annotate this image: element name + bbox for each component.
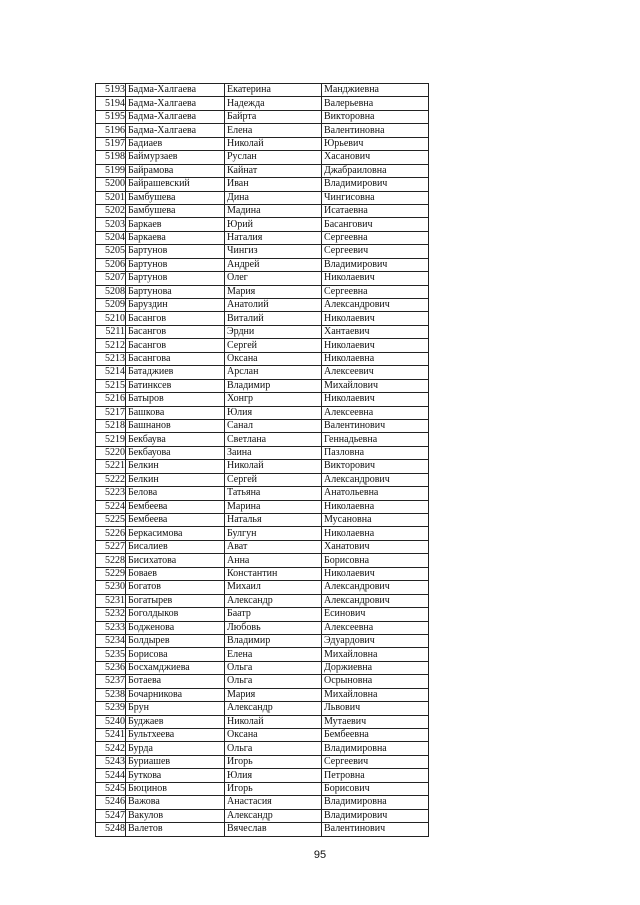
patronymic-cell: Михайлович [322, 379, 429, 392]
row-number: 5203 [96, 218, 126, 231]
table-row [96, 540, 429, 553]
patronymic-cell: Манджиевна [322, 84, 429, 97]
row-number: 5196 [96, 124, 126, 137]
first-name-cell: Марина [225, 500, 322, 513]
patronymic-cell: Петровна [322, 769, 429, 782]
surname-cell: Ботаева [126, 675, 225, 688]
surname-cell: Белова [126, 487, 225, 500]
table-row [96, 164, 429, 177]
surname-cell: Башкова [126, 406, 225, 419]
surname-cell: Болдырев [126, 634, 225, 647]
patronymic-cell: Пазловна [322, 446, 429, 459]
first-name-cell: Константин [225, 567, 322, 580]
first-name-cell: Олег [225, 272, 322, 285]
first-name-cell: Александр [225, 809, 322, 822]
surname-cell: Брун [126, 702, 225, 715]
table-row [96, 688, 429, 701]
patronymic-cell: Ханатович [322, 540, 429, 553]
patronymic-cell: Сергеевна [322, 285, 429, 298]
surname-cell: Батыров [126, 393, 225, 406]
patronymic-cell: Бембеевна [322, 729, 429, 742]
surname-cell: Буткова [126, 769, 225, 782]
surname-cell: Бурда [126, 742, 225, 755]
first-name-cell: Анатолий [225, 299, 322, 312]
surname-cell: Бекбаува [126, 433, 225, 446]
surname-cell: Вакулов [126, 809, 225, 822]
row-number: 5225 [96, 514, 126, 527]
first-name-cell: Елена [225, 648, 322, 661]
first-name-cell: Чингиз [225, 245, 322, 258]
row-number: 5227 [96, 540, 126, 553]
table-row [96, 84, 429, 97]
table-row [96, 581, 429, 594]
table-row [96, 245, 429, 258]
patronymic-cell: Николаевич [322, 312, 429, 325]
table-row [96, 608, 429, 621]
row-number: 5229 [96, 567, 126, 580]
patronymic-cell: Исатаевна [322, 204, 429, 217]
first-name-cell: Юлия [225, 406, 322, 419]
patronymic-cell: Сергеевич [322, 755, 429, 768]
surname-cell: Белкин [126, 460, 225, 473]
table-row [96, 352, 429, 365]
first-name-cell: Владимир [225, 379, 322, 392]
first-name-cell: Виталий [225, 312, 322, 325]
table-row [96, 137, 429, 150]
row-number: 5213 [96, 352, 126, 365]
table-row [96, 809, 429, 822]
patronymic-cell: Чингисовна [322, 191, 429, 204]
patronymic-cell: Осрыновна [322, 675, 429, 688]
first-name-cell: Мария [225, 688, 322, 701]
table-row [96, 393, 429, 406]
row-number: 5195 [96, 110, 126, 123]
surname-cell: Бартунова [126, 285, 225, 298]
table-row [96, 419, 429, 432]
row-number: 5204 [96, 231, 126, 244]
table-row [96, 312, 429, 325]
row-number: 5235 [96, 648, 126, 661]
surname-cell: Валетов [126, 823, 225, 836]
register-body [96, 84, 429, 837]
surname-cell: Баркаев [126, 218, 225, 231]
row-number: 5247 [96, 809, 126, 822]
first-name-cell: Любовь [225, 621, 322, 634]
first-name-cell: Оксана [225, 352, 322, 365]
table-row [96, 204, 429, 217]
patronymic-cell: Анатольевна [322, 487, 429, 500]
patronymic-cell: Николаевич [322, 567, 429, 580]
table-row [96, 178, 429, 191]
row-number: 5214 [96, 366, 126, 379]
patronymic-cell: Владимирович [322, 809, 429, 822]
table-row [96, 473, 429, 486]
patronymic-cell: Мусановна [322, 514, 429, 527]
patronymic-cell: Викторовна [322, 110, 429, 123]
row-number: 5239 [96, 702, 126, 715]
patronymic-cell: Хасанович [322, 151, 429, 164]
table-row [96, 433, 429, 446]
row-number: 5209 [96, 299, 126, 312]
patronymic-cell: Валерьевна [322, 97, 429, 110]
patronymic-cell: Владимировна [322, 742, 429, 755]
table-row [96, 325, 429, 338]
patronymic-cell: Юрьевич [322, 137, 429, 150]
patronymic-cell: Доржиевна [322, 661, 429, 674]
patronymic-cell: Мутаевич [322, 715, 429, 728]
row-number: 5201 [96, 191, 126, 204]
table-row [96, 366, 429, 379]
patronymic-cell: Сергеевна [322, 231, 429, 244]
surname-cell: Бисихатова [126, 554, 225, 567]
first-name-cell: Владимир [225, 634, 322, 647]
surname-cell: Босхамджиева [126, 661, 225, 674]
patronymic-cell: Валентинович [322, 419, 429, 432]
table-row [96, 446, 429, 459]
row-number: 5242 [96, 742, 126, 755]
patronymic-cell: Николаевич [322, 393, 429, 406]
first-name-cell: Баатр [225, 608, 322, 621]
row-number: 5234 [96, 634, 126, 647]
register-table [95, 83, 429, 837]
row-number: 5206 [96, 258, 126, 271]
first-name-cell: Ольга [225, 675, 322, 688]
surname-cell: Буджаев [126, 715, 225, 728]
table-row [96, 527, 429, 540]
surname-cell: Беркасимова [126, 527, 225, 540]
row-number: 5226 [96, 527, 126, 540]
row-number: 5200 [96, 178, 126, 191]
surname-cell: Батаджиев [126, 366, 225, 379]
surname-cell: Бартунов [126, 272, 225, 285]
first-name-cell: Игорь [225, 755, 322, 768]
row-number: 5197 [96, 137, 126, 150]
row-number: 5218 [96, 419, 126, 432]
patronymic-cell: Викторович [322, 460, 429, 473]
first-name-cell: Игорь [225, 782, 322, 795]
row-number: 5233 [96, 621, 126, 634]
surname-cell: Бюцинов [126, 782, 225, 795]
row-number: 5245 [96, 782, 126, 795]
first-name-cell: Мария [225, 285, 322, 298]
surname-cell: Бембеева [126, 500, 225, 513]
table-row [96, 702, 429, 715]
table-row [96, 191, 429, 204]
row-number: 5241 [96, 729, 126, 742]
patronymic-cell: Владимирович [322, 258, 429, 271]
row-number: 5237 [96, 675, 126, 688]
surname-cell: Богатов [126, 581, 225, 594]
row-number: 5221 [96, 460, 126, 473]
first-name-cell: Кайнат [225, 164, 322, 177]
patronymic-cell: Валентиновна [322, 124, 429, 137]
table-row [96, 487, 429, 500]
row-number: 5202 [96, 204, 126, 217]
row-number: 5232 [96, 608, 126, 621]
table-row [96, 285, 429, 298]
surname-cell: Бочарникова [126, 688, 225, 701]
row-number: 5222 [96, 473, 126, 486]
first-name-cell: Юрий [225, 218, 322, 231]
patronymic-cell: Николаевна [322, 352, 429, 365]
patronymic-cell: Сергеевич [322, 245, 429, 258]
first-name-cell: Анна [225, 554, 322, 567]
first-name-cell: Мадина [225, 204, 322, 217]
row-number: 5230 [96, 581, 126, 594]
patronymic-cell: Николаевна [322, 500, 429, 513]
table-row [96, 621, 429, 634]
first-name-cell: Ольга [225, 661, 322, 674]
surname-cell: Важова [126, 796, 225, 809]
row-number: 5219 [96, 433, 126, 446]
table-row [96, 634, 429, 647]
first-name-cell: Наталья [225, 514, 322, 527]
patronymic-cell: Алексеевна [322, 406, 429, 419]
patronymic-cell: Борисовна [322, 554, 429, 567]
first-name-cell: Хонгр [225, 393, 322, 406]
table-row [96, 567, 429, 580]
table-row [96, 594, 429, 607]
row-number: 5210 [96, 312, 126, 325]
patronymic-cell: Александрович [322, 594, 429, 607]
surname-cell: Боваев [126, 567, 225, 580]
first-name-cell: Александр [225, 702, 322, 715]
first-name-cell: Анастасия [225, 796, 322, 809]
row-number: 5212 [96, 339, 126, 352]
surname-cell: Басангов [126, 312, 225, 325]
first-name-cell: Заина [225, 446, 322, 459]
patronymic-cell: Валентинович [322, 823, 429, 836]
surname-cell: Богатырев [126, 594, 225, 607]
first-name-cell: Надежда [225, 97, 322, 110]
first-name-cell: Байрта [225, 110, 322, 123]
first-name-cell: Иван [225, 178, 322, 191]
patronymic-cell: Алексеевна [322, 621, 429, 634]
first-name-cell: Сергей [225, 339, 322, 352]
surname-cell: Бадма-Халгаева [126, 84, 225, 97]
table-row [96, 823, 429, 836]
table-row [96, 782, 429, 795]
patronymic-cell: Хантаевич [322, 325, 429, 338]
surname-cell: Башнанов [126, 419, 225, 432]
surname-cell: Байрашевский [126, 178, 225, 191]
table-row [96, 648, 429, 661]
table-row [96, 755, 429, 768]
patronymic-cell: Александрович [322, 473, 429, 486]
surname-cell: Бартунов [126, 258, 225, 271]
table-row [96, 729, 429, 742]
table-row [96, 97, 429, 110]
surname-cell: Байрамова [126, 164, 225, 177]
first-name-cell: Татьяна [225, 487, 322, 500]
first-name-cell: Михаил [225, 581, 322, 594]
table-row [96, 124, 429, 137]
surname-cell: Бамбушева [126, 191, 225, 204]
first-name-cell: Юлия [225, 769, 322, 782]
table-row [96, 769, 429, 782]
patronymic-cell: Николаевич [322, 272, 429, 285]
first-name-cell: Сергей [225, 473, 322, 486]
surname-cell: Бембеева [126, 514, 225, 527]
table-row [96, 379, 429, 392]
first-name-cell: Светлана [225, 433, 322, 446]
patronymic-cell: Алексеевич [322, 366, 429, 379]
row-number: 5207 [96, 272, 126, 285]
surname-cell: Белкин [126, 473, 225, 486]
row-number: 5193 [96, 84, 126, 97]
surname-cell: Басангова [126, 352, 225, 365]
row-number: 5223 [96, 487, 126, 500]
table-row [96, 715, 429, 728]
first-name-cell: Руслан [225, 151, 322, 164]
table-row [96, 514, 429, 527]
row-number: 5246 [96, 796, 126, 809]
row-number: 5240 [96, 715, 126, 728]
first-name-cell: Екатерина [225, 84, 322, 97]
surname-cell: Баркаева [126, 231, 225, 244]
first-name-cell: Андрей [225, 258, 322, 271]
surname-cell: Бадма-Халгаева [126, 97, 225, 110]
row-number: 5228 [96, 554, 126, 567]
surname-cell: Боголдыков [126, 608, 225, 621]
table-row [96, 554, 429, 567]
patronymic-cell: Николаевна [322, 527, 429, 540]
table-row [96, 218, 429, 231]
row-number: 5231 [96, 594, 126, 607]
table-row [96, 231, 429, 244]
row-number: 5238 [96, 688, 126, 701]
table-row [96, 110, 429, 123]
surname-cell: Бадма-Халгаева [126, 110, 225, 123]
first-name-cell: Николай [225, 137, 322, 150]
surname-cell: Бекбауова [126, 446, 225, 459]
patronymic-cell: Эдуардович [322, 634, 429, 647]
row-number: 5205 [96, 245, 126, 258]
row-number: 5244 [96, 769, 126, 782]
row-number: 5198 [96, 151, 126, 164]
row-number: 5217 [96, 406, 126, 419]
patronymic-cell: Борисович [322, 782, 429, 795]
first-name-cell: Наталия [225, 231, 322, 244]
first-name-cell: Арслан [225, 366, 322, 379]
surname-cell: Бартунов [126, 245, 225, 258]
table-row [96, 339, 429, 352]
first-name-cell: Оксана [225, 729, 322, 742]
surname-cell: Бодженова [126, 621, 225, 634]
row-number: 5220 [96, 446, 126, 459]
first-name-cell: Ольга [225, 742, 322, 755]
row-number: 5248 [96, 823, 126, 836]
first-name-cell: Николай [225, 460, 322, 473]
patronymic-cell: Михайловна [322, 688, 429, 701]
table-row [96, 500, 429, 513]
first-name-cell: Дина [225, 191, 322, 204]
patronymic-cell: Николаевич [322, 339, 429, 352]
patronymic-cell: Владимировна [322, 796, 429, 809]
patronymic-cell: Александрович [322, 581, 429, 594]
surname-cell: Бадма-Халгаева [126, 124, 225, 137]
first-name-cell: Александр [225, 594, 322, 607]
surname-cell: Басангов [126, 325, 225, 338]
patronymic-cell: Джабраиловна [322, 164, 429, 177]
row-number: 5211 [96, 325, 126, 338]
surname-cell: Баймурзаев [126, 151, 225, 164]
surname-cell: Борисова [126, 648, 225, 661]
row-number: 5216 [96, 393, 126, 406]
surname-cell: Баруздин [126, 299, 225, 312]
first-name-cell: Ават [225, 540, 322, 553]
first-name-cell: Эрдни [225, 325, 322, 338]
table-row [96, 406, 429, 419]
first-name-cell: Николай [225, 715, 322, 728]
surname-cell: Басангов [126, 339, 225, 352]
first-name-cell: Санал [225, 419, 322, 432]
table-row [96, 796, 429, 809]
row-number: 5236 [96, 661, 126, 674]
patronymic-cell: Владимирович [322, 178, 429, 191]
surname-cell: Бамбушева [126, 204, 225, 217]
patronymic-cell: Михайловна [322, 648, 429, 661]
table-row [96, 151, 429, 164]
first-name-cell: Булгун [225, 527, 322, 540]
table-row [96, 661, 429, 674]
page-number: 95 [313, 849, 327, 861]
first-name-cell: Вячеслав [225, 823, 322, 836]
surname-cell: Бисалиев [126, 540, 225, 553]
row-number: 5243 [96, 755, 126, 768]
table-row [96, 675, 429, 688]
surname-cell: Батинксев [126, 379, 225, 392]
row-number: 5194 [96, 97, 126, 110]
patronymic-cell: Басангович [322, 218, 429, 231]
row-number: 5224 [96, 500, 126, 513]
patronymic-cell: Александрович [322, 299, 429, 312]
patronymic-cell: Есинович [322, 608, 429, 621]
table-row [96, 742, 429, 755]
table-row [96, 460, 429, 473]
row-number: 5215 [96, 379, 126, 392]
first-name-cell: Елена [225, 124, 322, 137]
row-number: 5208 [96, 285, 126, 298]
patronymic-cell: Геннадьевна [322, 433, 429, 446]
surname-cell: Буриашев [126, 755, 225, 768]
table-row [96, 272, 429, 285]
table-row [96, 258, 429, 271]
patronymic-cell: Львович [322, 702, 429, 715]
surname-cell: Бультхеева [126, 729, 225, 742]
surname-cell: Бадиаев [126, 137, 225, 150]
row-number: 5199 [96, 164, 126, 177]
table-row [96, 299, 429, 312]
